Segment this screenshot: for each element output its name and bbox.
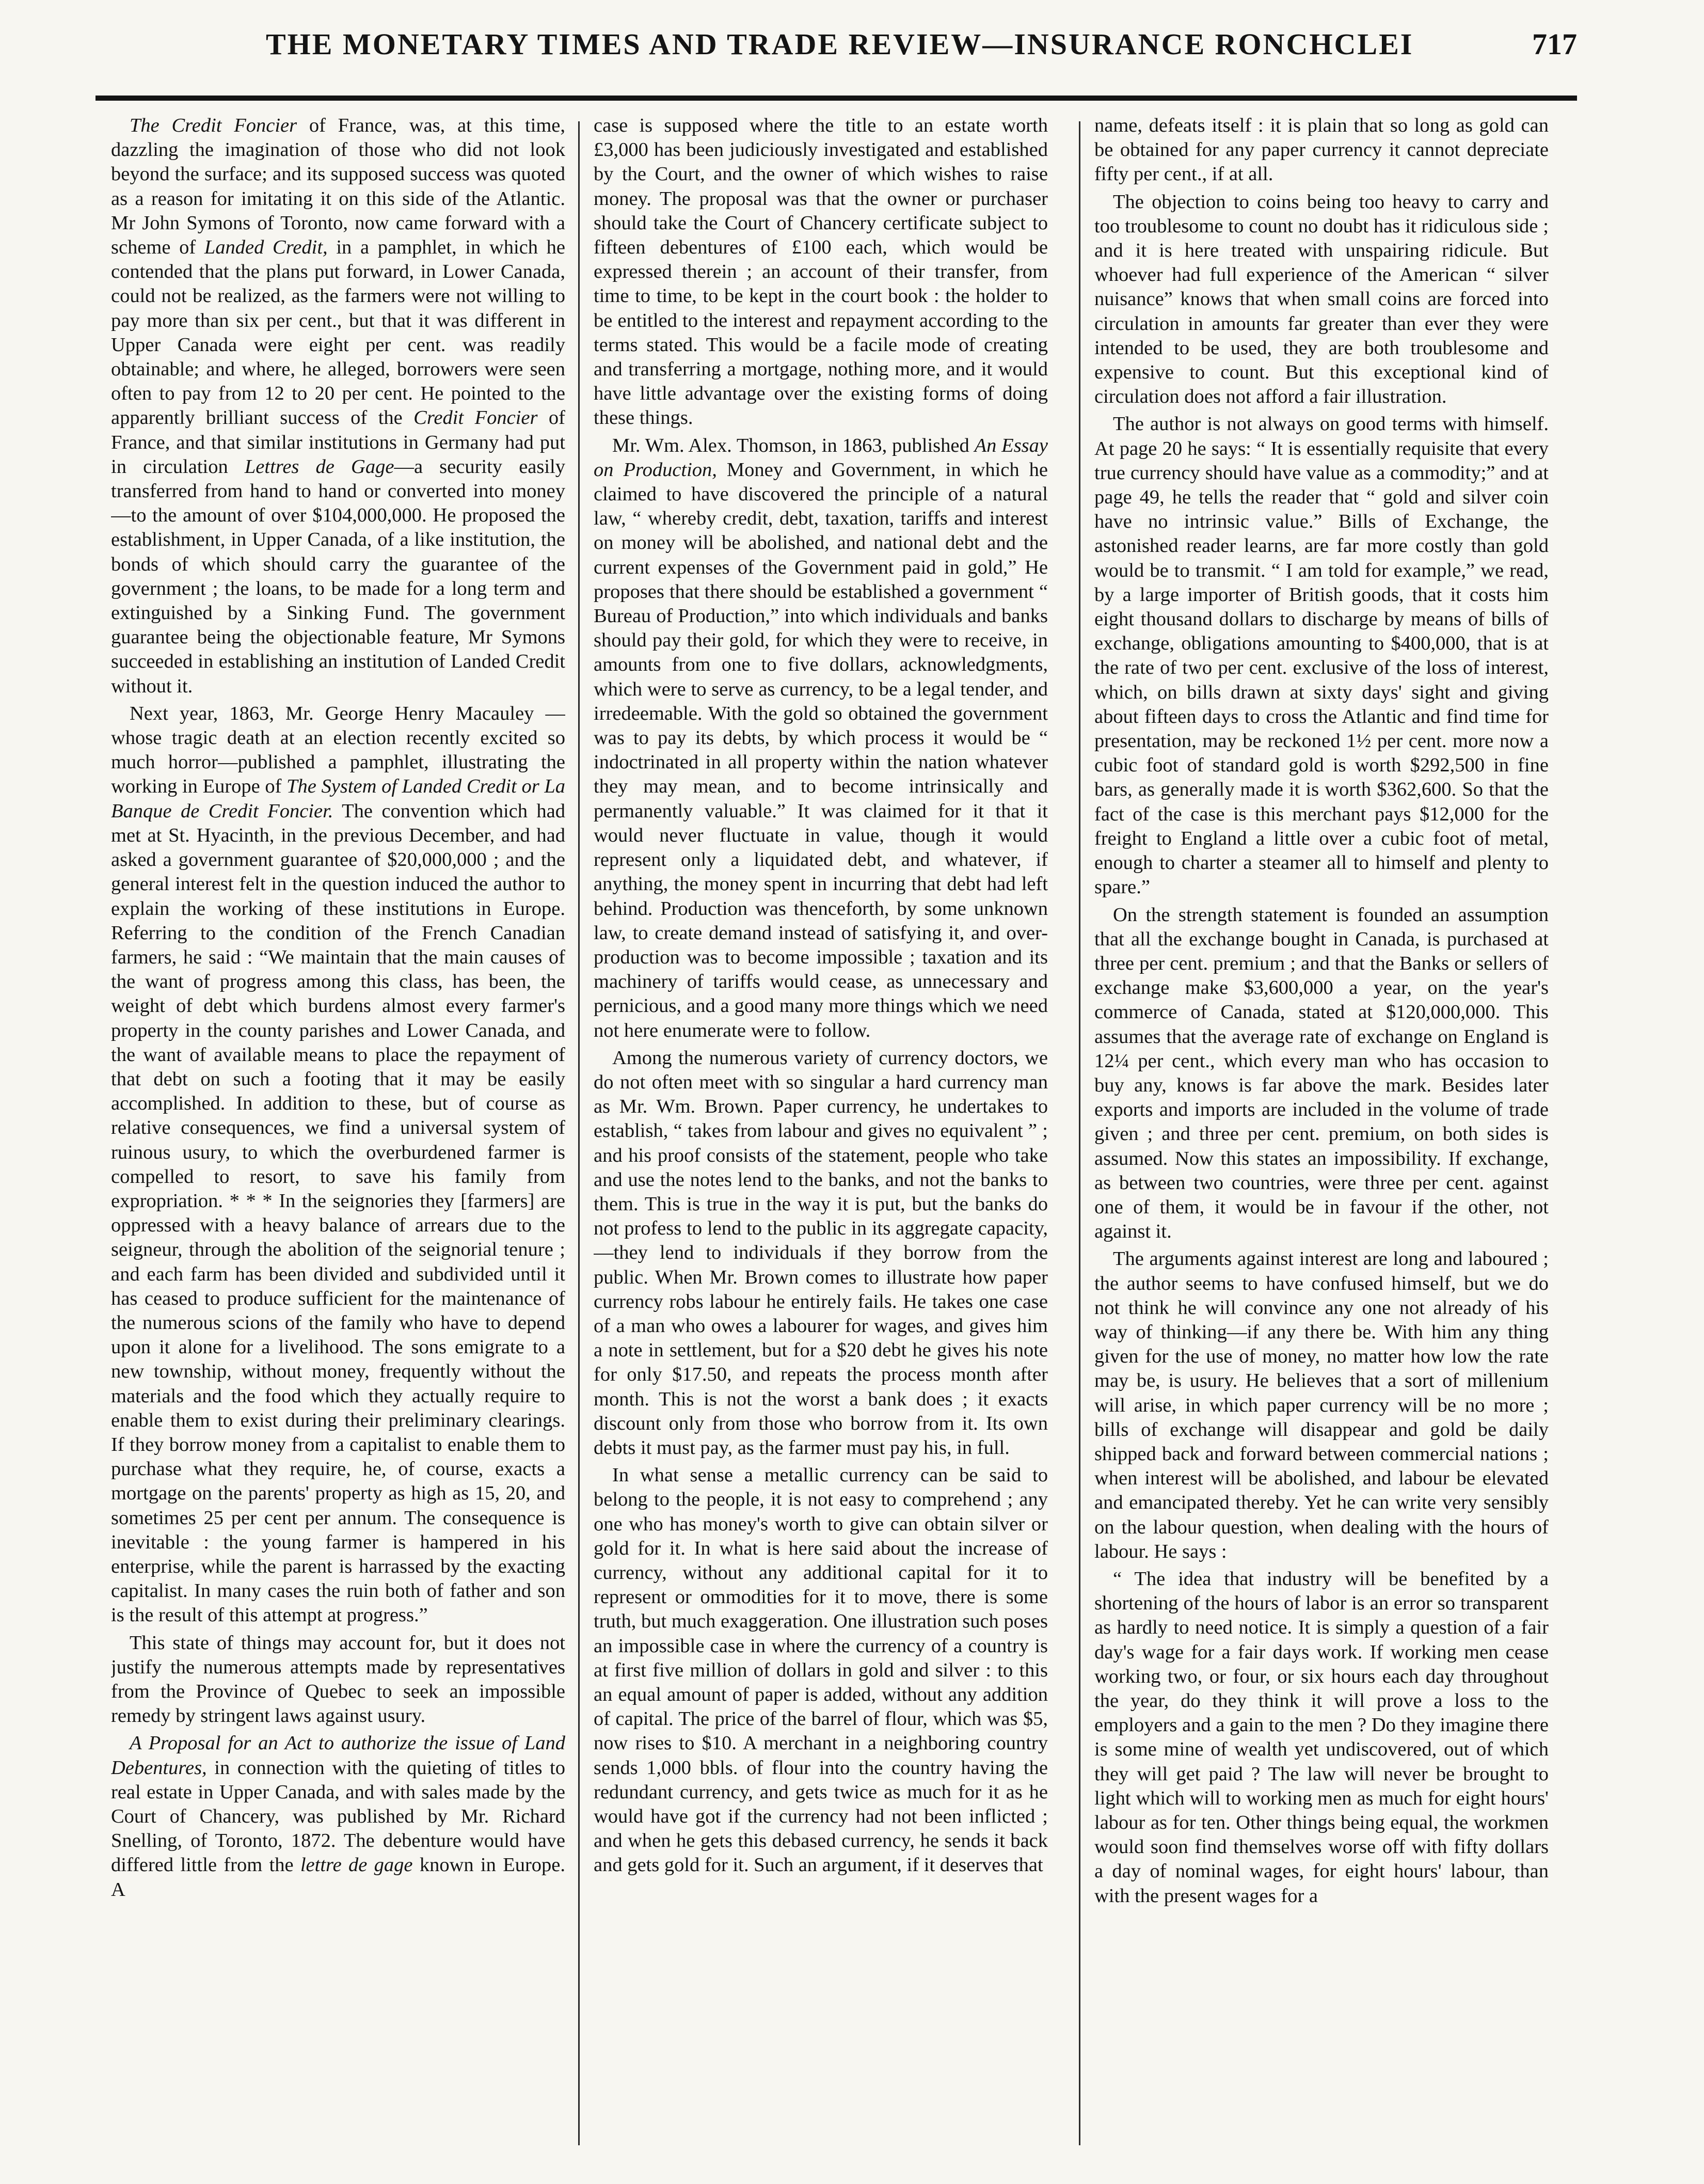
paragraph: On the strength statement is founded an assumption that all the exchange bought in Canada, is purchased at three per cent. premium ; and that the Banks or sellers of exchange make $3,600,000 a year, on the year's commerce of Canada, stated at $120,000,000. This assumes that the average rate of exchange on England is 12¼ per cent., which every man who has occasion to buy any, knows is far above the mark. Besides later exports and imports are included in the volume of trade given ; and three per cent. premium, on both sides is assumed. Now this states an impossibility. If exchange, as between two countries, were three per cent. against one of them, it would be in favour if the other, not against it. [1094,904,1549,1243]
paragraph: This state of things may account for, but it does not justify the numerous attempts made by representatives from the Province of Quebec to seek an impossible remedy by stringent laws against usury. [111,1632,565,1727]
text: The convention which had met at St. Hyacinth, in the previous December, and had asked a government guarantee of $20,000,000 ; and the general interest felt in the question induced the author to explain the working of these institutions in Europe. Referring to the condition of the French Canadian farmers, he said : “We maintain that the main causes of the want of progress among this class, has been, the weight of debt which burdens almost every farmer's property in the county parishes and Lower Canada, and the want of available means to place the repayment of that debt on such a footing that it may be easily accomplished. In addition to these, but of course as relative consequences, we find a universal system of ruinous usury, to which the overburdened farmer is compelled to resort, to save his family from expropriation. * * * In the seignories they [farmers] are oppressed with a heavy balance of arrears due to the seigneur, through the abolition of the seignorial tenure ; and each farm has been divided and subdivided until it has ceased to produce sufficient for the maintenance of the numerous scions of the family who have to depend upon it alone for a livelihood. The sons emigrate to a new township, without money, frequently without the materials and the food which they actually require to enable them to exist during their preliminary clearings. If they borrow money from a capitalist to enable them to purchase what they require, he, of course, exacts a mortgage on the parents' property as high as 15, 20, and sometimes 25 per cent per annum. The consequence is inevitable : the young farmer is hampered in his enterprise, while the parent is harrassed by the exacting capitalist. In many cases the ruin both of father and son is the result of this attempt at progress.” [111,800,565,1626]
column-divider [578,121,580,2145]
column-1 [111,114,565,2158]
italic-title: Credit Foncier [413,407,538,429]
paragraph [111,114,565,699]
italic-title: A Proposal for an Act to authorize the issue of Land Debentures, [111,1732,565,1779]
text: in a pamphlet, in which he contended that the plans put forward, in Lower Canada, could not be realized, as the farmers were not willing to pay more than six per cent., but that it was different in Upper Canada were eight per cent. was readily obtainable; and where, he alleged, borrowers were seen often to pay from 12 to 20 per cent. He pointed to the apparently brilliant success of the [111,236,565,429]
paragraph [111,702,565,1628]
italic-title: Landed Credit, [204,236,328,259]
paragraph: The objection to coins being too heavy to carry and too troublesome to count no doubt has it ridiculous side ; and it is here treated with unspairing ridicule. But whoever had full experience of the American “ silver nuisance” knows that when small coins are forced into circulation in amounts far greater than ever they were intended to be used, they are both troublesome and expensive to count. But this exceptional kind of circulation does not afford a fair illustration. [1094,191,1549,408]
running-title: THE MONETARY TIMES AND TRADE REVIEW—INSURANCE RONCHCLEI [266,27,1414,61]
italic-title: Lettres de Gage [244,455,394,478]
paragraph [111,1731,565,1902]
paragraph: The author is not always on good terms with himself. At page 20 he says: “ It is essentially requisite that every true currency should have value as a commodity;” and at page 49, he tells the reader that “ gold and silver coin have no intrinsic value.” Bills of Exchange, the astonished reader learns, are far more costly than gold would be to transmit. “ I am told for example,” we read, by a large importer of British goods, that it costs him eight thousand dollars to discharge by means of bills of exchange, obligations amounting to $400,000, that is at the rate of two per cent. exclusive of the loss of interest, which, on bills drawn at sixty days' sight and giving about fifteen days to cross the Atlantic and find time for presentation, may be reckoned 1½ per cent. more now a cubic foot of standard gold is worth $292,500 in fine bars, as generally made it is worth $362,600. So that the fact of the case is this merchant pays $12,000 for the freight to England a little over a cubic foot of metal, enough to charter a steamer all to himself and plenty to spare.” [1094,413,1549,898]
page-header [95,27,1577,73]
paragraph: case is supposed where the title to an estate worth £3,000 has been judiciously investigated and established by the Court, and the owner of which wishes to raise money. The proposal was that the owner or purchaser should take the Court of Chancery certificate subject to fifteen debentures of £100 each, which would be expressed therein ; an account of their transfer, from time to time, to be kept in the court book : the holder to be entitled to the interest and repayment according to the terms stated. This would be a facile mode of creating and transferring a mortgage, nothing more, and it would have little advantage over the existing forms of doing these things. [594,115,1048,429]
page-number: 717 [1532,27,1577,61]
column-divider [1079,121,1080,2145]
text: Next year, 1863, Mr. George Henry Macauley —whose tragic death at an election recently excited so much horror—published a pamphlet, illustrating the working in Europe of [111,702,565,798]
paragraph: Among the numerous variety of currency doctors, we do not often meet with so singular a hard currency man as Mr. Wm. Brown. Paper currency, he undertakes to establish, “ takes from labour and gives no equivalent ” ; and his proof consists of the statement, people who take and use the notes lend to the banks, and not the banks to them. This is true in the way it is put, but the banks do not profess to lend to the public in its aggregate capacity,—they lend to individuals if they borrow from the public. When Mr. Brown comes to illustrate how paper currency robs labour he entirely fails. He takes one case of a man who owes a labourer for wages, and gives him a note in settlement, but for a $20 debt he gives his note for only $17.50, and repeats the process month after month. This is not the worst a bank does ; it exacts discount only from those who borrow from it. Its own debts it must pay, as the farmer must pay his, in full. [594,1047,1048,1459]
text: in connection with the quieting of titles to real estate in Upper Canada, and with sales made by the Court of Chancery, was published by Mr. Richard Snelling, of Toronto, 1872. The debenture would have differed little from the [111,1756,565,1876]
italic-title: The Credit Foncier [130,115,297,136]
italic-title: lettre de gage [300,1854,413,1876]
paragraph: The arguments against interest are long and laboured ; the author seems to have confused himself, but we do not think he will convince any one not already of his way of thinking—if any there be. With him any thing given for the use of money, no matter how low the rate may be, is usury. He believes that a sort of millenium will arise, in which paper currency will be no more ; bills of exchange will disappear and gold be daily shipped back and forward between commercial nations ; when interest will be abolished, and labour be elevated and emancipated thereby. Yet he can write very sensibly on the labour question, when dealing with the hours of labour. He says : [1094,1248,1549,1562]
quoted-paragraph: “ The idea that industry will be benefited by a shortening of the hours of labor is an error so transparent as hardly to need notice. It is simply a question of a fair day's wage for a fair days work. If working men cease working two, or four, or six hours each day throughout the year, do they think it will prove a loss to the employers and a gain to the men ? Do they imagine there is some mine of wealth yet undiscovered, out of which they will get paid ? The law will never be brought to light which will to working men as much for eight hours' labour as for ten. Other things being equal, the workmen would soon find themselves worse off with fifty dollars a day of nominal wages, for eight hours' labour, than with the present wages for a [1094,1568,1549,1907]
header-rule [95,96,1577,101]
italic-title: An Essay on Production, [594,434,1048,481]
column-2 [594,114,1048,2158]
text: Money and Government, in which he claimed to have discovered the principle of a natural law, “ whereby credit, debt, taxation, tariffs and interest on money will be abolished, and national debt and the current expenses of the Government paid in gold,” He proposes that there should be established a government “ Bureau of Production,” into which individuals and banks should pay their gold, for which they were to receive, in amounts from one to five dollars, acknowledgments, which were to serve as currency, to be a legal tender, and irredeemable. With the gold so obtained the government was to pay its debts, by which process it would be “ indoctrinated in all property within the nation whatever they may mean, and to become intrinsically and permanently valuable.” It was claimed for it that it would never fluctuate in value, though it would represent only a liquidated debt, and whatever, if anything, the money spent in incurring that debt had left behind. Production was thenceforth, by some unknown law, to create demand instead of satisfying it, and over-production was to become impossible ; taxation and its machinery of tariffs would cease, as unnecessary and pernicious, and a good many more things which we need not here enumerate were to follow. [594,458,1048,1041]
paragraph: In what sense a metallic currency can be said to belong to the people, it is not easy to comprehend ; any one who has money's worth to give can obtain silver or gold for it. In what is here said about the increase of currency, without any additional capital for it to represent or ommodities for it to move, there is some truth, but much exaggeration. One illustration such poses an impossible case in where the currency of a country is at first five million of dollars in gold and silver : to this an equal amount of paper is added, without any addition of capital. The price of the barrel of flour, which was $5, now rises to $10. A merchant in a neighboring country sends 1,000 bbls. of flour into the country having the redundant currency, and gets twice as much for it as he would have got if the currency had not been inflicted ; and when he gets this debased currency, he sends it back and gets gold for it. Such an argument, if it deserves that [594,1464,1048,1876]
paragraph [594,434,1048,1043]
text: known in Europe. A [111,1854,565,1901]
column-3 [1094,114,1549,2158]
text: —a security easily transferred from hand to hand or converted into money—to the amount of over $104,000,000. He proposed the establishment, in Upper Canada, of a like institution, the bonds of which should carry the guarantee of the government ; the loans, to be made for a long term and extinguished by a Sinking Fund. The government guarantee being the objectionable feature, Mr Symons succeeded in establishing an institution of Landed Credit without it. [111,455,565,697]
text: of France, and that similar institutions in Germany had put in circulation [111,407,565,478]
article-columns [111,114,1564,2158]
text: of France, was, at this time, dazzling the imagination of those who did not look beyond the surface; and its supposed success was quoted as a reason for imitating it on this side of the Atlantic. Mr John Symons of Toronto, now came forward with a scheme of [111,115,565,259]
italic-title: The System of Landed Credit or La Banque de Credit Foncier. [111,776,565,822]
paragraph: name, defeats itself : it is plain that so long as gold can be obtained for any paper currency it cannot depreciate fifty per cent., if at all. [1094,115,1549,185]
text: Mr. Wm. Alex. Thomson, in 1863, published [612,434,975,456]
